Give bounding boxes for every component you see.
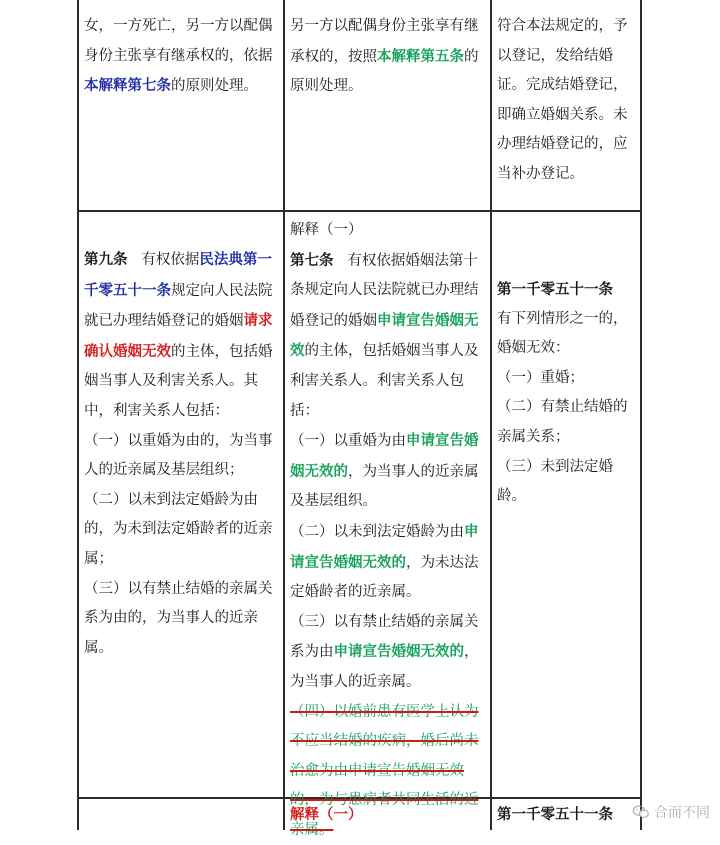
row2-col3-item3: （三）未到法定婚龄。 [497,453,633,512]
row2-col1-cell [84,245,280,663]
row3-col2-heading: 解释（一） [290,800,486,830]
row2-col2-item4-struck: （四）以婚前患有医学上认为不应当结婚的疾病，婚后尚未治愈为由申请宣告婚姻无效的，为与患病者共同生活的近亲属。 [290,698,486,845]
row2-col3-cell [497,275,633,512]
row1-col1-ref: 本解释第七条 [84,77,171,94]
row2-col3-item2: （二）有禁止结婚的亲属关系； [497,393,633,452]
table-border-col-divider-2 [490,0,492,830]
table-border-col-divider-1 [283,0,285,830]
table-border-left [77,0,79,830]
row2-col2-source: 解释（一） [290,216,486,246]
row2-col2-highlight: 申请宣告婚姻无效 [290,312,479,360]
row2-col2-cell [290,216,486,845]
row2-col1-ref: 民法典第一千零五十一条 [84,251,272,299]
row2-col1-article: 第九条 [84,251,128,268]
table-border-right [640,0,642,830]
row2-col2-article: 第七条 [290,252,334,269]
row2-col2-item3: （三）以有禁止结婚的亲属关系为由申请宣告婚姻无效的，为当事人的近亲属。 [290,608,486,698]
row3-col3-heading: 第一千零五十一条 [497,800,633,830]
row3-col3-cell [497,800,633,830]
row3-col2-cell [290,800,486,830]
row2-col1-highlight: 请求确认婚姻无效 [84,312,273,360]
row2-col1-item3: （三）以有禁止结婚的亲属关系为由的，为当事人的近亲属。 [84,575,280,664]
row1-col1-cell [84,12,280,102]
row2-col2-item2: （二）以未到法定婚龄为由申请宣告婚姻无效的，为未达法定婚龄者的近亲属。 [290,517,486,608]
row2-col3-article: 第一千零五十一条 [497,275,633,305]
row1-col3-text: 符合本法规定的，予以登记，发给结婚证。完成结婚登记，即确立婚姻关系。未办理结婚登记的，应当补办登记。 [497,12,633,190]
watermark-text: 合而不同 [654,802,710,822]
wechat-icon [632,805,650,819]
row1-col1-text: 女，一方死亡，另一方以配偶身份主张享有继承权的，依据本解释第七条的原则处理。 [84,12,280,102]
row2-col1-item2: （二）以未到法定婚龄为由的，为未到法定婚龄者的近亲属； [84,486,280,575]
row1-col2-cell [290,12,486,102]
watermark [632,802,710,822]
row2-col1-item1: （一）以重婚为由的，为当事人的近亲属及基层组织； [84,427,280,486]
table-row-divider-1 [77,210,641,212]
row1-col3-cell [497,12,633,190]
row2-col1-intro: 第九条 有权依据民法典第一千零五十一条规定向人民法院就已办理结婚登记的婚姻请求确认婚姻无效的主体，包括婚姻当事人及利害关系人。其中，利害关系人包括： [84,245,280,427]
row2-col2-intro: 第七条 有权依据婚姻法第十条规定向人民法院就已办理结婚登记的婚姻申请宣告婚姻无效的主体，包括婚姻当事人及利害关系人。利害关系人包括： [290,246,486,427]
row2-col2-item1: （一）以重婚为由申请宣告婚姻无效的，为当事人的近亲属及基层组织。 [290,426,486,517]
row1-col2-ref: 本解释第五条 [377,48,464,65]
row2-col3-item1: （一）重婚； [497,364,633,394]
row1-col2-text: 另一方以配偶身份主张享有继承权的，按照本解释第五条的原则处理。 [290,12,486,102]
row2-col3-text: 有下列情形之一的，婚姻无效： [497,305,633,364]
